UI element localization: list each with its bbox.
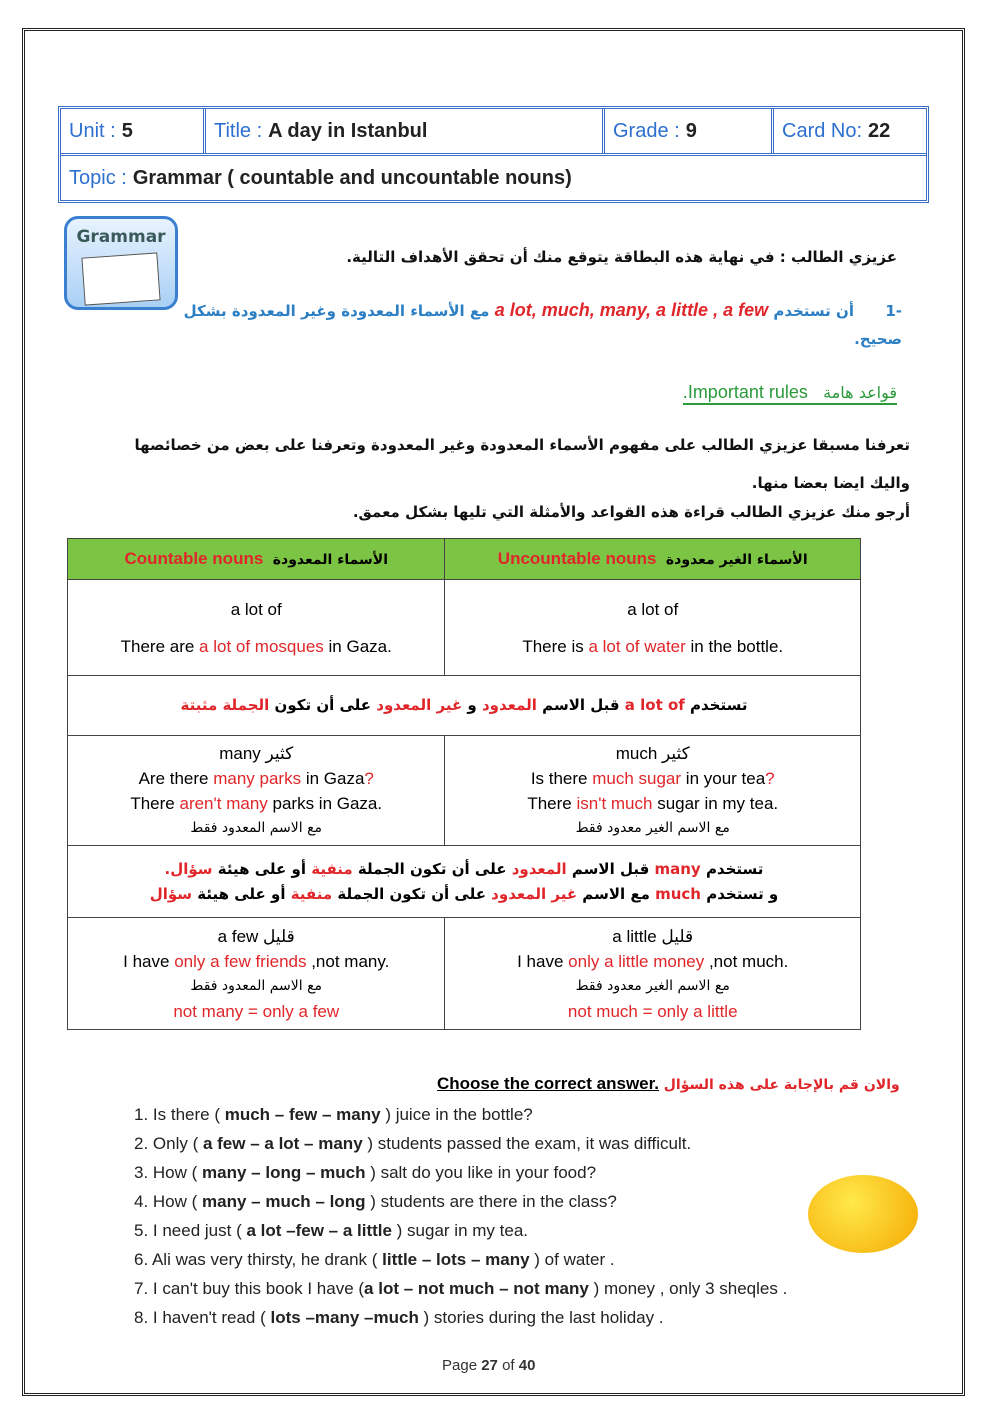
alot-countable-cell — [68, 580, 445, 676]
text-segment: 4. How ( — [134, 1192, 203, 1211]
text-segment: Are there — [138, 768, 214, 788]
question-item — [134, 1279, 787, 1299]
little-label: a little قليل — [612, 926, 694, 946]
text-segment: There — [527, 793, 577, 813]
highlight-segment: منفية — [311, 859, 353, 878]
title-value: A day in Istanbul — [268, 119, 428, 142]
highlight-segment: many – long – much — [202, 1163, 366, 1182]
highlight-segment: a few – a lot – many — [202, 1134, 363, 1153]
paragraph-1: تعرفنا مسبقا عزيزي الطالب على مفهوم الأسماء المعدودة وغير المعدودة وتعرفنا على بعض من خصائصها واليك ايضا بعضا منها. — [134, 436, 910, 492]
text-segment: ) students passed the exam, it was difficult. — [362, 1134, 692, 1153]
highlight-segment: سؤال. — [164, 859, 213, 878]
alot-uncountable-example — [451, 634, 854, 659]
text-segment: ) sugar in my tea. — [391, 1221, 529, 1240]
alot-uncountable-cell — [445, 580, 861, 676]
logo-text: Grammar — [76, 227, 166, 247]
question-item — [134, 1250, 615, 1270]
uncountable-header — [445, 539, 861, 580]
many-label: many كثير — [219, 743, 294, 763]
highlight-segment: منفية — [290, 884, 333, 903]
text-segment: على أن تكون الجملة — [332, 884, 492, 903]
text-segment: تستخدم — [700, 859, 764, 878]
highlight-segment: المعدود — [481, 696, 537, 714]
few-label: a few قليل — [217, 926, 295, 946]
text-segment: There are — [120, 636, 200, 656]
question-item — [134, 1105, 533, 1125]
uncountable-ar: الأسماء الغير معدودة — [665, 552, 808, 568]
text-segment: قبل الاسم — [536, 696, 625, 714]
text-segment: in the bottle. — [685, 636, 784, 656]
page-number — [442, 1357, 535, 1374]
highlight-segment: many – much – long — [202, 1192, 366, 1211]
text-segment: 1. Is there ( — [134, 1105, 225, 1124]
grade-label: Grade : — [613, 119, 680, 142]
text-segment: تستخدم — [684, 696, 748, 714]
highlight-segment: غير المعدود — [491, 884, 578, 903]
text-segment: أو على هيئة — [192, 884, 291, 903]
countable-only-note: مع الاسم المعدود فقط — [190, 819, 323, 836]
many-cell — [68, 736, 445, 846]
current-page: 27 — [481, 1357, 498, 1374]
many-example-2 — [74, 791, 438, 816]
total-pages: 40 — [518, 1357, 536, 1374]
title-cell — [206, 109, 605, 153]
text-segment: ) students are there in the class? — [365, 1192, 617, 1211]
highlight-segment: lots –many –much — [270, 1308, 419, 1327]
question-item — [134, 1163, 596, 1183]
pencil-notebook-icon — [81, 252, 160, 305]
text-segment: I have — [123, 951, 175, 971]
highlight-segment: a lot –few – a little — [246, 1221, 392, 1240]
objective-post: مع الأسماء المعدودة وغير المعدودة بشكل صحيح. — [183, 302, 902, 348]
uncountable-only-note: مع الاسم الغير معدود فقط — [575, 819, 730, 836]
highlight-segment: many — [654, 859, 701, 878]
countable-ar: الأسماء المعدودة — [272, 552, 388, 568]
rules-heading-en: Important rules. — [682, 382, 808, 402]
page-label: Page — [442, 1357, 478, 1374]
highlight-segment: much – few – many — [224, 1105, 381, 1124]
much-rule — [74, 882, 854, 907]
text-segment: و — [462, 696, 482, 714]
text-segment: in Gaza — [301, 768, 365, 788]
objective-pre: أن تستخدم — [773, 302, 854, 320]
question-item — [134, 1192, 617, 1212]
many-example-1 — [74, 766, 438, 791]
highlight-segment: much — [655, 884, 701, 903]
text-segment: There — [130, 793, 180, 813]
paragraph-2: أرجو منك عزيزي الطالب قراءة هذه القواعد والأمثلة التي تليها بشكل معمق. — [352, 503, 910, 521]
grammar-table — [67, 538, 861, 1030]
text-segment: على أن تكون الجملة — [352, 859, 512, 878]
exercise-title-en: Choose the correct answer. — [437, 1074, 660, 1093]
text-segment: 5. I need just ( — [134, 1221, 247, 1240]
text-segment: و تستخدم — [701, 884, 779, 903]
text-segment: قبل الاسم — [566, 859, 655, 878]
little-equation: not much = only a little — [567, 1001, 738, 1021]
question-item — [134, 1134, 691, 1154]
text-segment: 8. I haven't read ( — [134, 1308, 271, 1327]
grammar-logo — [64, 216, 178, 310]
highlight-segment: much sugar — [592, 768, 682, 788]
highlight-segment: a lot of water — [588, 636, 686, 656]
text-segment: 6. Ali was very thirsty, he drank ( — [134, 1250, 383, 1269]
card-cell — [774, 109, 926, 153]
text-segment: ) salt do you like in your food? — [365, 1163, 597, 1182]
highlight-segment: غير المعدود — [376, 696, 463, 714]
alot-label: a lot of — [230, 599, 282, 619]
countable-en: Countable nouns — [124, 549, 264, 568]
highlight-segment: a lot – not much – not many — [364, 1279, 589, 1298]
much-example-1 — [451, 766, 854, 791]
header-table — [58, 106, 929, 203]
intro-text: عزيزي الطالب : في نهاية هذه البطاقة يتوقع منك أن تحقق الأهداف التالية. — [346, 248, 897, 266]
highlight-segment: little – lots – many — [382, 1250, 530, 1269]
question-item — [134, 1308, 664, 1328]
card-value: 22 — [868, 119, 891, 142]
uncountable-only-note: مع الاسم الغير معدود فقط — [575, 977, 730, 994]
rules-heading-ar: قواعد هامة — [823, 383, 897, 402]
text-segment: ,not many. — [306, 951, 390, 971]
little-example — [451, 949, 854, 974]
smiley-thumbs-up-icon — [808, 1175, 918, 1253]
highlight-segment: ? — [765, 768, 775, 788]
highlight-segment: الجملة مثبتة — [180, 696, 270, 714]
alot-countable-example — [74, 634, 438, 659]
few-equation: not many = only a few — [173, 1001, 340, 1021]
exercise-title-ar: والان قم بالإجابة على هذه السؤال — [663, 1077, 900, 1093]
many-rule — [74, 857, 854, 882]
highlight-segment: ? — [364, 768, 374, 788]
much-label: much كثير — [615, 743, 690, 763]
text-segment: ) money , only 3 sheqles . — [588, 1279, 788, 1298]
title-label: Title : — [214, 119, 263, 142]
highlight-segment: a lot of — [624, 696, 685, 714]
topic-value: Grammar ( countable and uncountable nouns) — [132, 166, 572, 189]
text-segment: There is — [522, 636, 589, 656]
alot-label: a lot of — [627, 599, 679, 619]
text-segment: أو على هيئة — [212, 859, 312, 878]
text-segment: Is there — [530, 768, 593, 788]
many-much-rule — [68, 846, 861, 918]
rules-heading — [683, 382, 897, 405]
highlight-segment: only a little money — [568, 951, 705, 971]
text-segment: ) of water . — [529, 1250, 615, 1269]
text-segment: ,not much. — [704, 951, 789, 971]
uncountable-en: Uncountable nouns — [497, 549, 657, 568]
objective-words: a lot, much, many, a little , a few — [494, 300, 769, 320]
text-segment: على أن تكون — [269, 696, 377, 714]
countable-only-note: مع الاسم المعدود فقط — [190, 977, 323, 994]
few-example — [74, 949, 438, 974]
objective-number: -1 — [885, 302, 902, 320]
exercise-heading — [437, 1074, 900, 1094]
topic-cell — [61, 156, 926, 200]
countable-header — [68, 539, 445, 580]
text-segment: 2. Only ( — [134, 1134, 203, 1153]
highlight-segment: سؤال — [149, 884, 193, 903]
of-label: of — [502, 1357, 515, 1374]
highlight-segment: a lot of mosques — [199, 636, 324, 656]
unit-value: 5 — [121, 119, 133, 142]
text-segment: 7. I can't buy this book I have ( — [134, 1279, 365, 1298]
text-segment: I have — [517, 951, 569, 971]
highlight-segment: المعدود — [511, 859, 567, 878]
highlight-segment: aren't many — [179, 793, 268, 813]
text-segment: ) juice in the bottle? — [380, 1105, 533, 1124]
card-label: Card No: — [782, 119, 863, 142]
question-item — [134, 1221, 528, 1241]
topic-label: Topic : — [69, 166, 127, 189]
text-segment: 3. How ( — [134, 1163, 203, 1182]
text-segment: parks in Gaza. — [267, 793, 383, 813]
much-example-2 — [451, 791, 854, 816]
alot-rule — [68, 676, 861, 736]
unit-label: Unit : — [69, 119, 116, 142]
text-segment: in Gaza. — [323, 636, 392, 656]
text-segment: sugar in my tea. — [652, 793, 779, 813]
little-cell — [445, 918, 861, 1030]
unit-cell — [61, 109, 206, 153]
few-cell — [68, 918, 445, 1030]
objective — [182, 296, 902, 353]
text-segment: in your tea — [681, 768, 766, 788]
grade-cell — [605, 109, 774, 153]
text-segment: مع الاسم — [577, 884, 656, 903]
highlight-segment: only a few friends — [174, 951, 307, 971]
grade-value: 9 — [685, 119, 697, 142]
highlight-segment: isn't much — [576, 793, 653, 813]
much-cell — [445, 736, 861, 846]
text-segment: ) stories during the last holiday . — [418, 1308, 664, 1327]
highlight-segment: many parks — [213, 768, 302, 788]
